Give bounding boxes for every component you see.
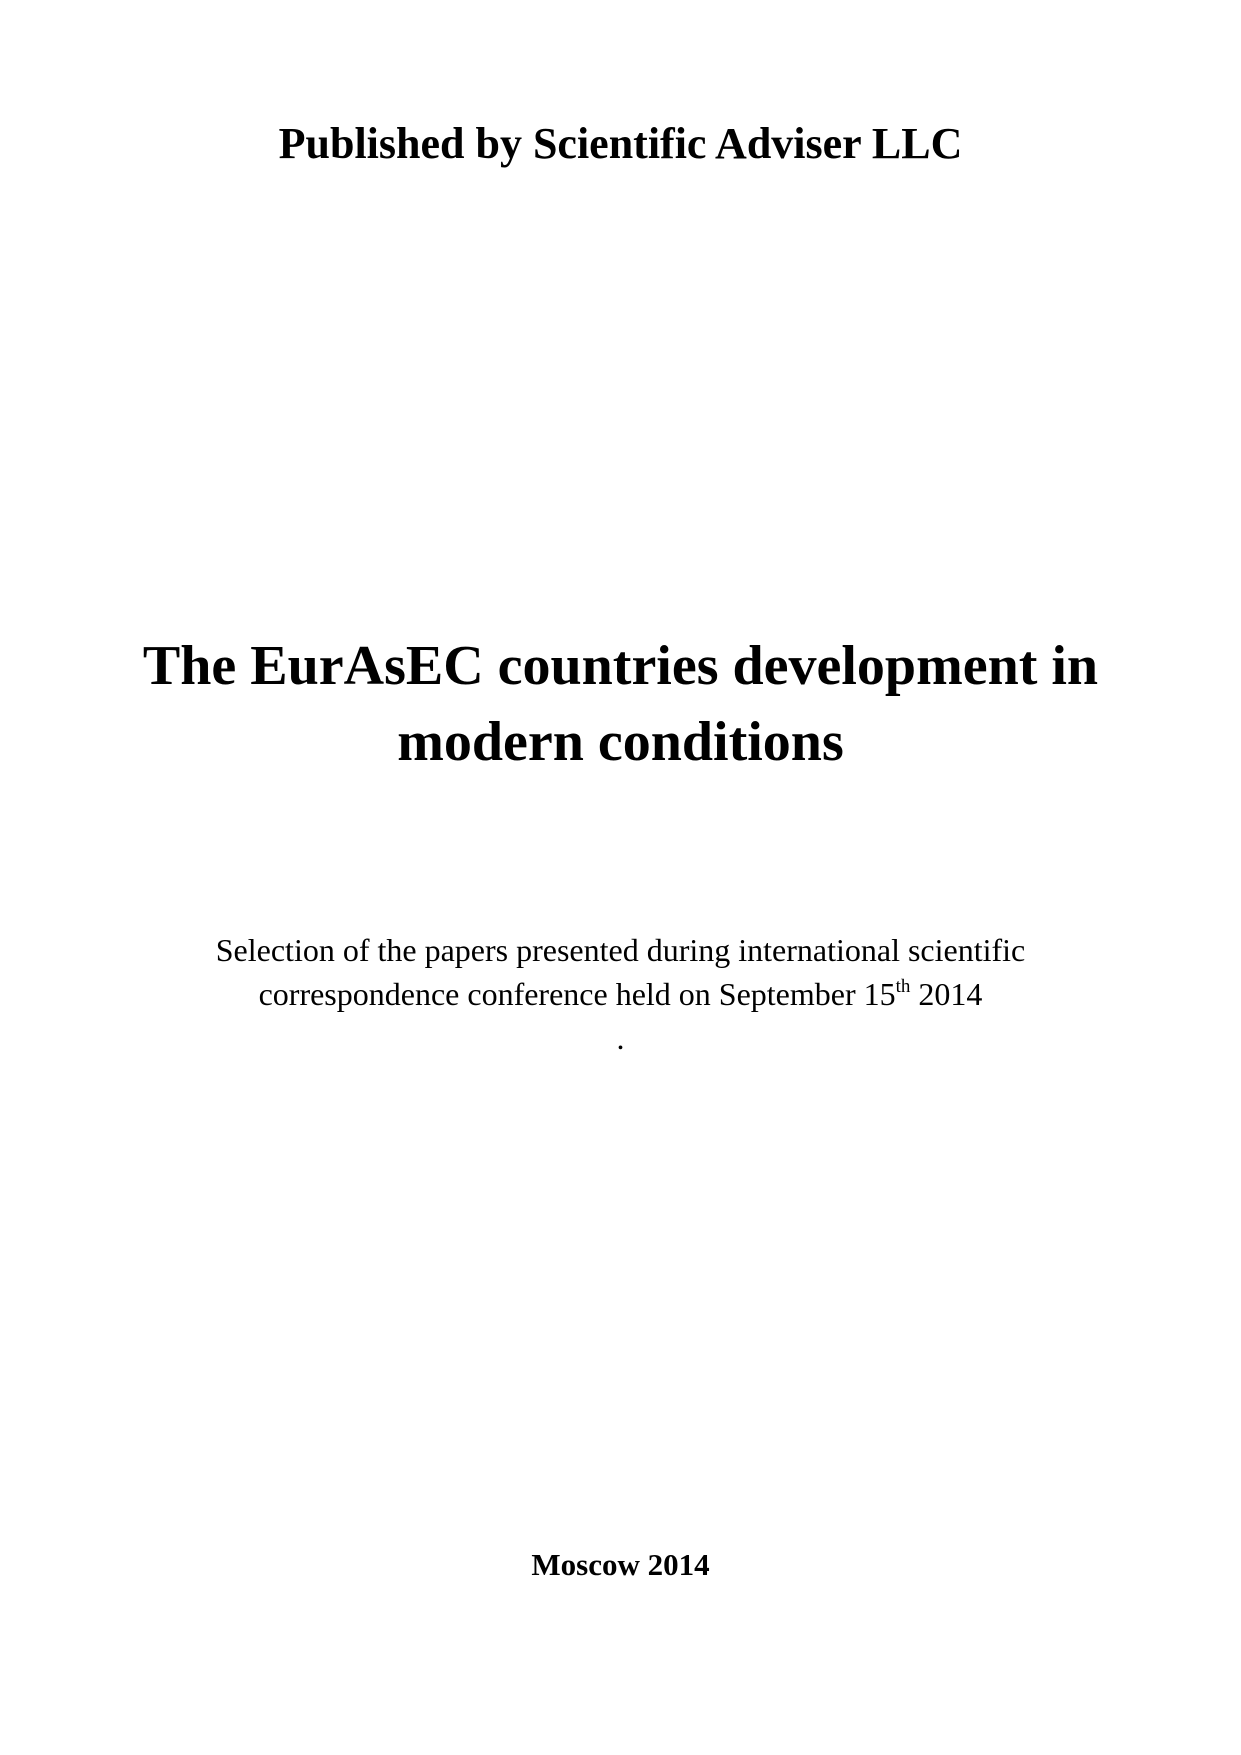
conference-description-line-2 [0,972,1241,1016]
document-title-line-2: modern conditions [397,711,844,773]
conference-description [0,928,1241,1060]
document-title-line-1: The EurAsEC countries development in [142,635,1099,697]
conference-year: 2014 [910,976,983,1012]
document-title [0,628,1241,780]
place-and-year: Moscow 2014 [531,1547,710,1582]
publisher-line: Published by Scientific Adviser LLC [278,119,963,168]
conference-description-line-1: Selection of the papers presented during international scientific [215,932,1026,968]
date-ordinal-superscript: th [895,976,911,997]
conference-date-text: correspondence conference held on September 15 [258,976,896,1012]
conference-description-line-3: . [616,1020,625,1056]
